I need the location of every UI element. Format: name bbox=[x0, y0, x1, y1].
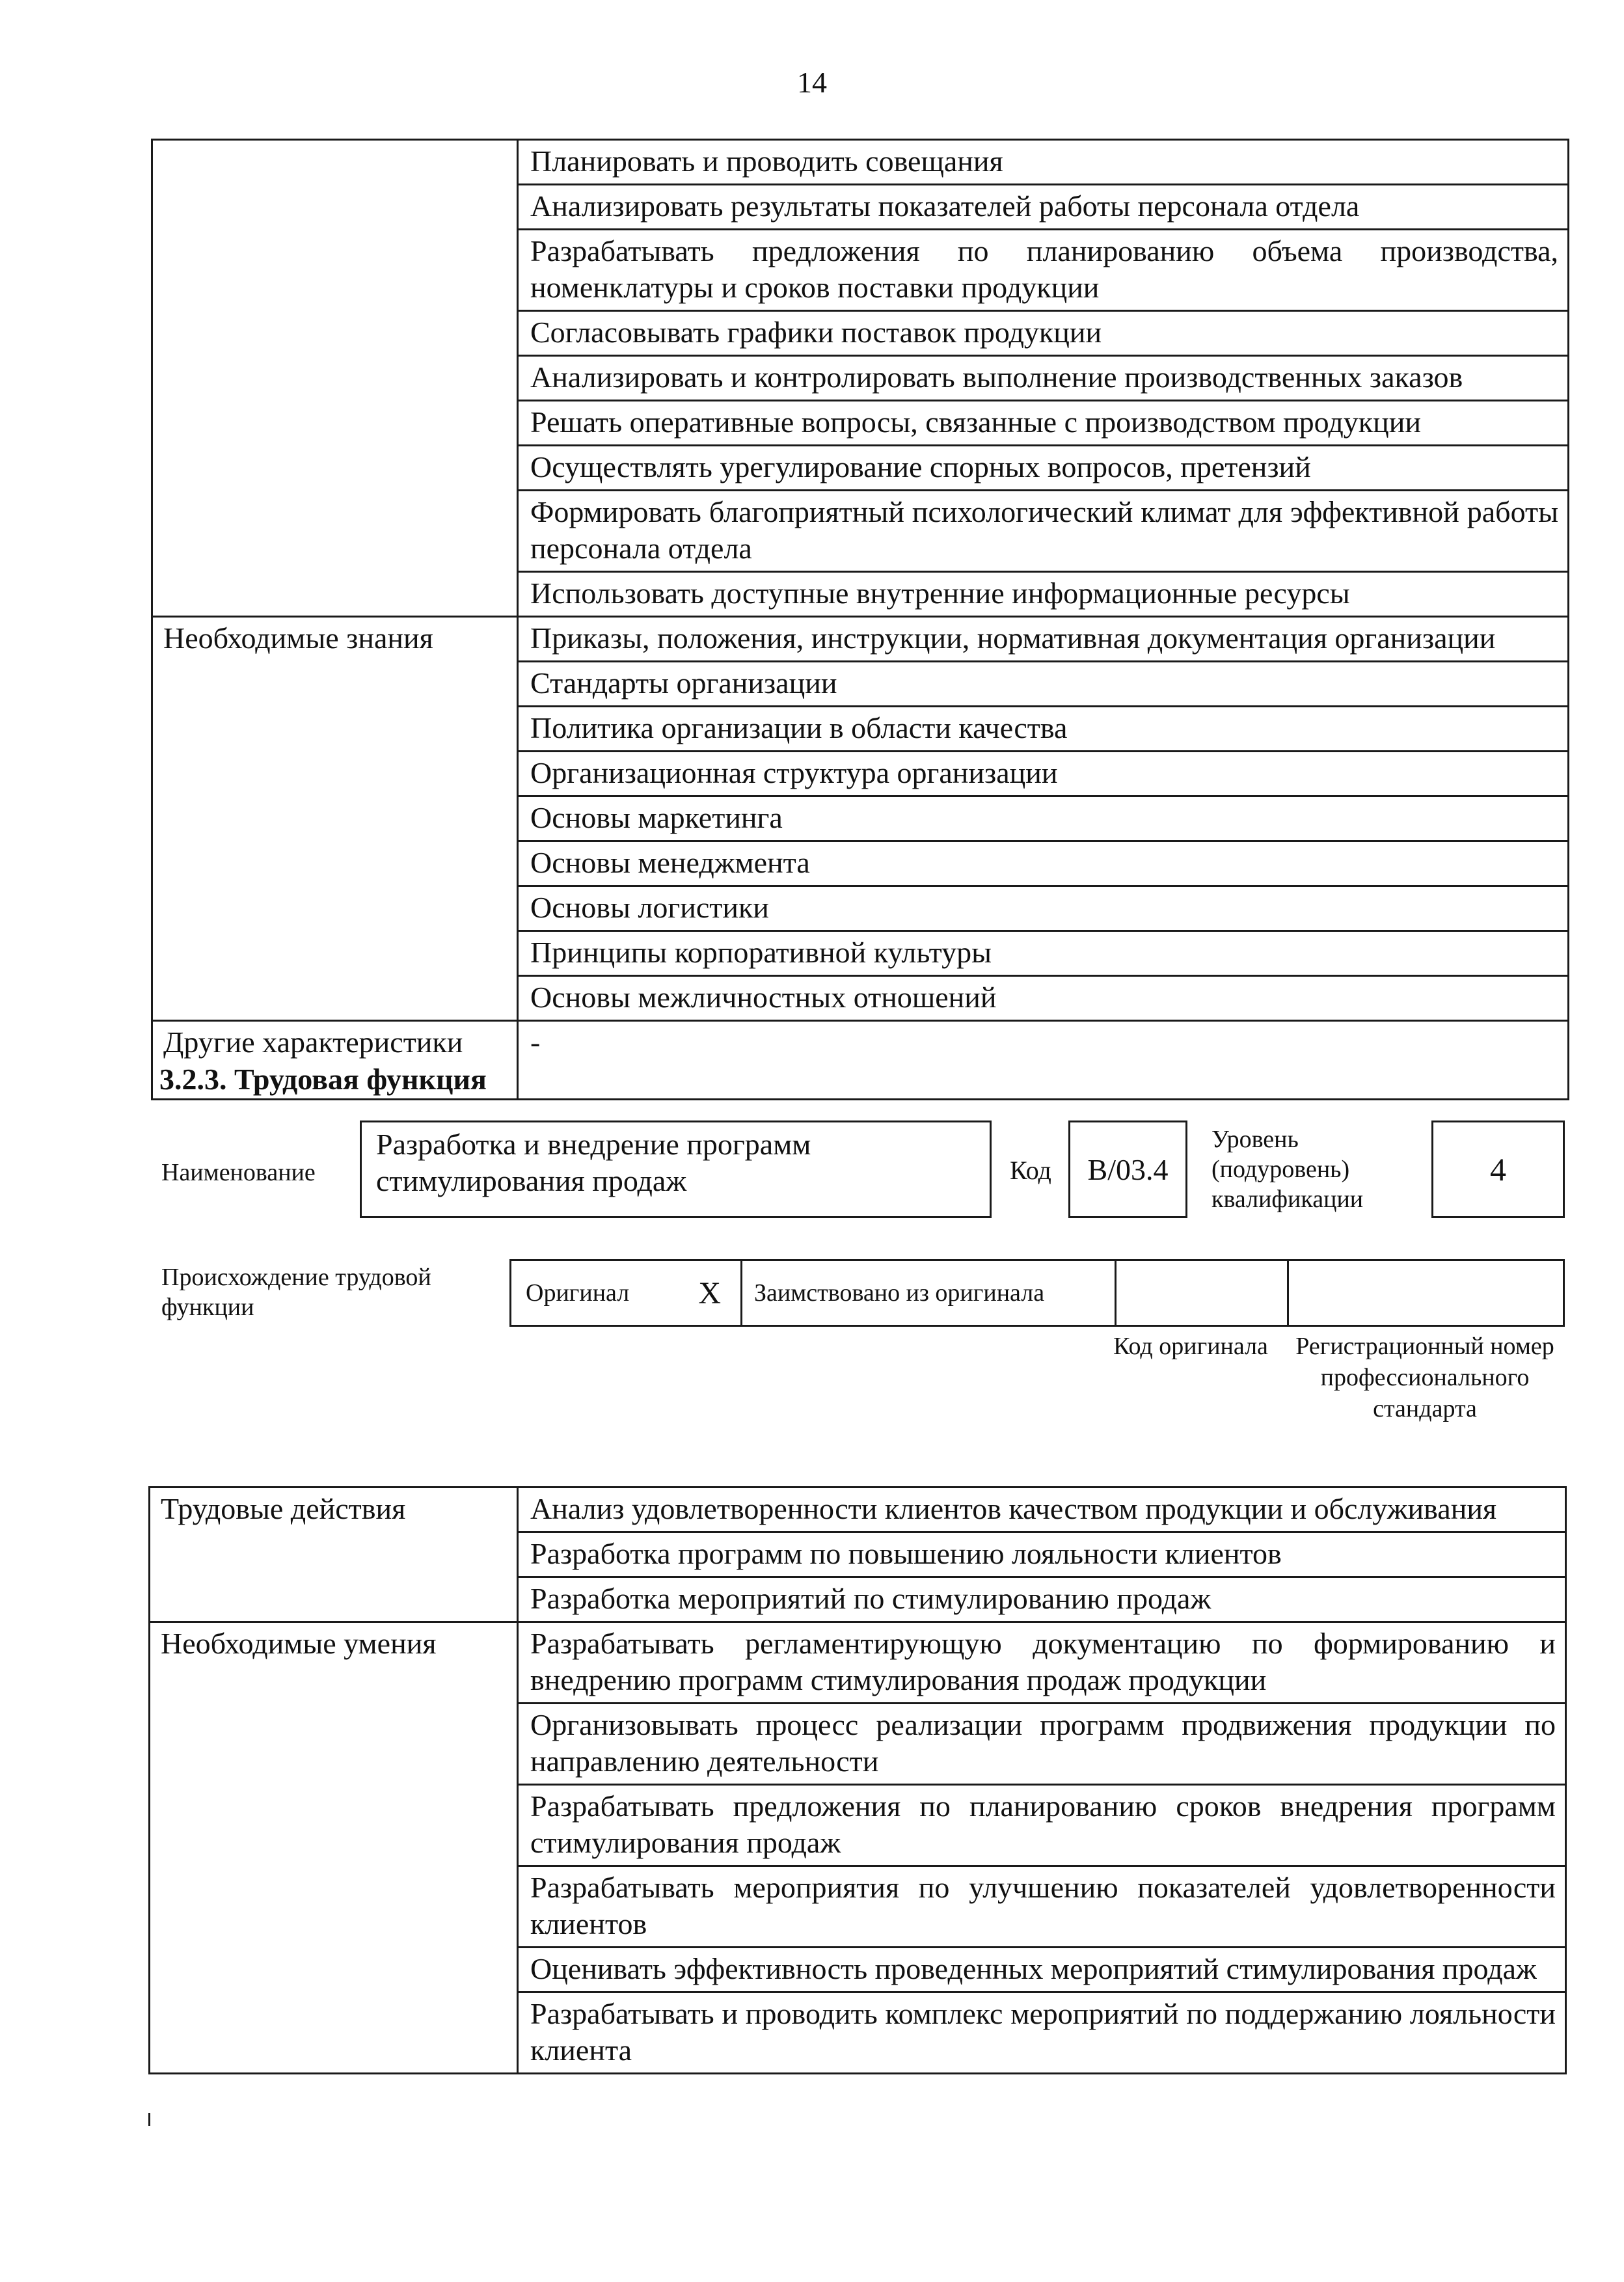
table-row bbox=[150, 1487, 1566, 1532]
row-item-cell: Разрабатывать предложения по планированию сроков внедрения программ стимулирования продаж bbox=[518, 1785, 1566, 1866]
caption-registration-number: Регистрационный номер профессионального стандарта bbox=[1295, 1333, 1554, 1422]
labor-function-table bbox=[148, 1486, 1567, 2074]
row-item-cell: Осуществлять урегулирование спорных вопросов, претензий bbox=[518, 446, 1569, 491]
row-item-cell: Основы межличностных отношений bbox=[518, 976, 1569, 1021]
row-category-cell: Трудовые действия bbox=[150, 1487, 518, 1622]
row-category-cell: Другие характеристики bbox=[152, 1021, 518, 1100]
row-item-cell: Оценивать эффективность проведенных мероприятий стимулирования продаж bbox=[518, 1948, 1566, 1992]
level-label-line: (подуровень) bbox=[1211, 1156, 1350, 1183]
origin-label-text: Происхождение трудовой функции bbox=[161, 1264, 431, 1321]
row-item-cell: Анализировать результаты показателей работы персонала отдела bbox=[518, 185, 1569, 230]
level-label-line: Уровень bbox=[1211, 1126, 1299, 1153]
row-item-cell: Согласовывать графики поставок продукции bbox=[518, 311, 1569, 356]
code-label: Код bbox=[1010, 1156, 1051, 1185]
row-item-cell: Принципы корпоративной культуры bbox=[518, 931, 1569, 976]
table-row bbox=[150, 1622, 1566, 1704]
level-label-line: квалификации bbox=[1211, 1186, 1364, 1213]
row-item-cell: Решать оперативные вопросы, связанные с производством продукции bbox=[518, 401, 1569, 446]
code-value-box: B/03.4 bbox=[1068, 1121, 1187, 1218]
borrowed-label: Заимствовано из оригинала bbox=[754, 1279, 1045, 1307]
level-value-box: 4 bbox=[1431, 1121, 1565, 1218]
section-heading: 3.2.3. Трудовая функция bbox=[159, 1063, 487, 1096]
row-item-cell: Организовывать процесс реализации программ продвижения продукции по направлению деятельности bbox=[518, 1704, 1566, 1785]
origin-label bbox=[161, 1262, 474, 1322]
page-number: 14 bbox=[797, 66, 827, 99]
row-item-cell: Разработка мероприятий по стимулированию продаж bbox=[518, 1577, 1566, 1622]
row-item-cell: Приказы, положения, инструкции, нормативная документация организации bbox=[518, 617, 1569, 662]
original-code-cell bbox=[1116, 1261, 1289, 1325]
row-item-cell: Организационная структура организации bbox=[518, 752, 1569, 796]
original-label: Оригинал bbox=[526, 1279, 630, 1307]
table-continuation-line bbox=[148, 2113, 150, 2126]
row-item-cell: Разрабатывать регламентирующую документацию по формированию и внедрению программ стимулирования продаж продукции bbox=[518, 1622, 1566, 1704]
row-item-cell: - bbox=[518, 1021, 1569, 1100]
row-item-cell: Разрабатывать и проводить комплекс мероприятий по поддержанию лояльности клиента bbox=[518, 1992, 1566, 2074]
function-name-box: Разработка и внедрение программ стимулирования продаж bbox=[360, 1121, 992, 1218]
original-cell bbox=[511, 1261, 742, 1325]
row-item-cell: Политика организации в области качества bbox=[518, 707, 1569, 752]
row-item-cell: Стандарты организации bbox=[518, 662, 1569, 707]
row-item-cell: Планировать и проводить совещания bbox=[518, 140, 1569, 185]
row-item-cell: Основы маркетинга bbox=[518, 796, 1569, 841]
table-row bbox=[152, 617, 1569, 662]
level-label bbox=[1211, 1124, 1363, 1214]
row-category-cell bbox=[152, 140, 518, 617]
row-item-cell: Формировать благоприятный психологический климат для эффективной работы персонала отдела bbox=[518, 491, 1569, 572]
row-item-cell: Анализ удовлетворенности клиентов качеством продукции и обслуживания bbox=[518, 1487, 1566, 1532]
origin-strip bbox=[509, 1259, 1565, 1327]
caption-original-code: Код оригинала bbox=[1113, 1333, 1268, 1360]
row-item-cell: Разрабатывать предложения по планированию объема производства, номенклатуры и сроков поставки продукции bbox=[518, 230, 1569, 311]
row-item-cell: Основы менеджмента bbox=[518, 841, 1569, 886]
name-label: Наименование bbox=[161, 1159, 316, 1186]
row-item-cell: Разработка программ по повышению лояльности клиентов bbox=[518, 1532, 1566, 1577]
row-category-cell: Необходимые умения bbox=[150, 1622, 518, 2074]
table-row bbox=[152, 140, 1569, 185]
registration-number-cell bbox=[1289, 1261, 1563, 1325]
row-category-cell: Необходимые знания bbox=[152, 617, 518, 1021]
row-item-cell: Использовать доступные внутренние информационные ресурсы bbox=[518, 572, 1569, 617]
row-item-cell: Разрабатывать мероприятия по улучшению показателей удовлетворенности клиентов bbox=[518, 1866, 1566, 1948]
row-item-cell: Анализировать и контролировать выполнение производственных заказов bbox=[518, 356, 1569, 401]
row-item-cell: Основы логистики bbox=[518, 886, 1569, 931]
original-mark: X bbox=[698, 1275, 721, 1311]
borrowed-cell bbox=[742, 1261, 1116, 1325]
requirements-table-continued bbox=[151, 139, 1569, 1100]
